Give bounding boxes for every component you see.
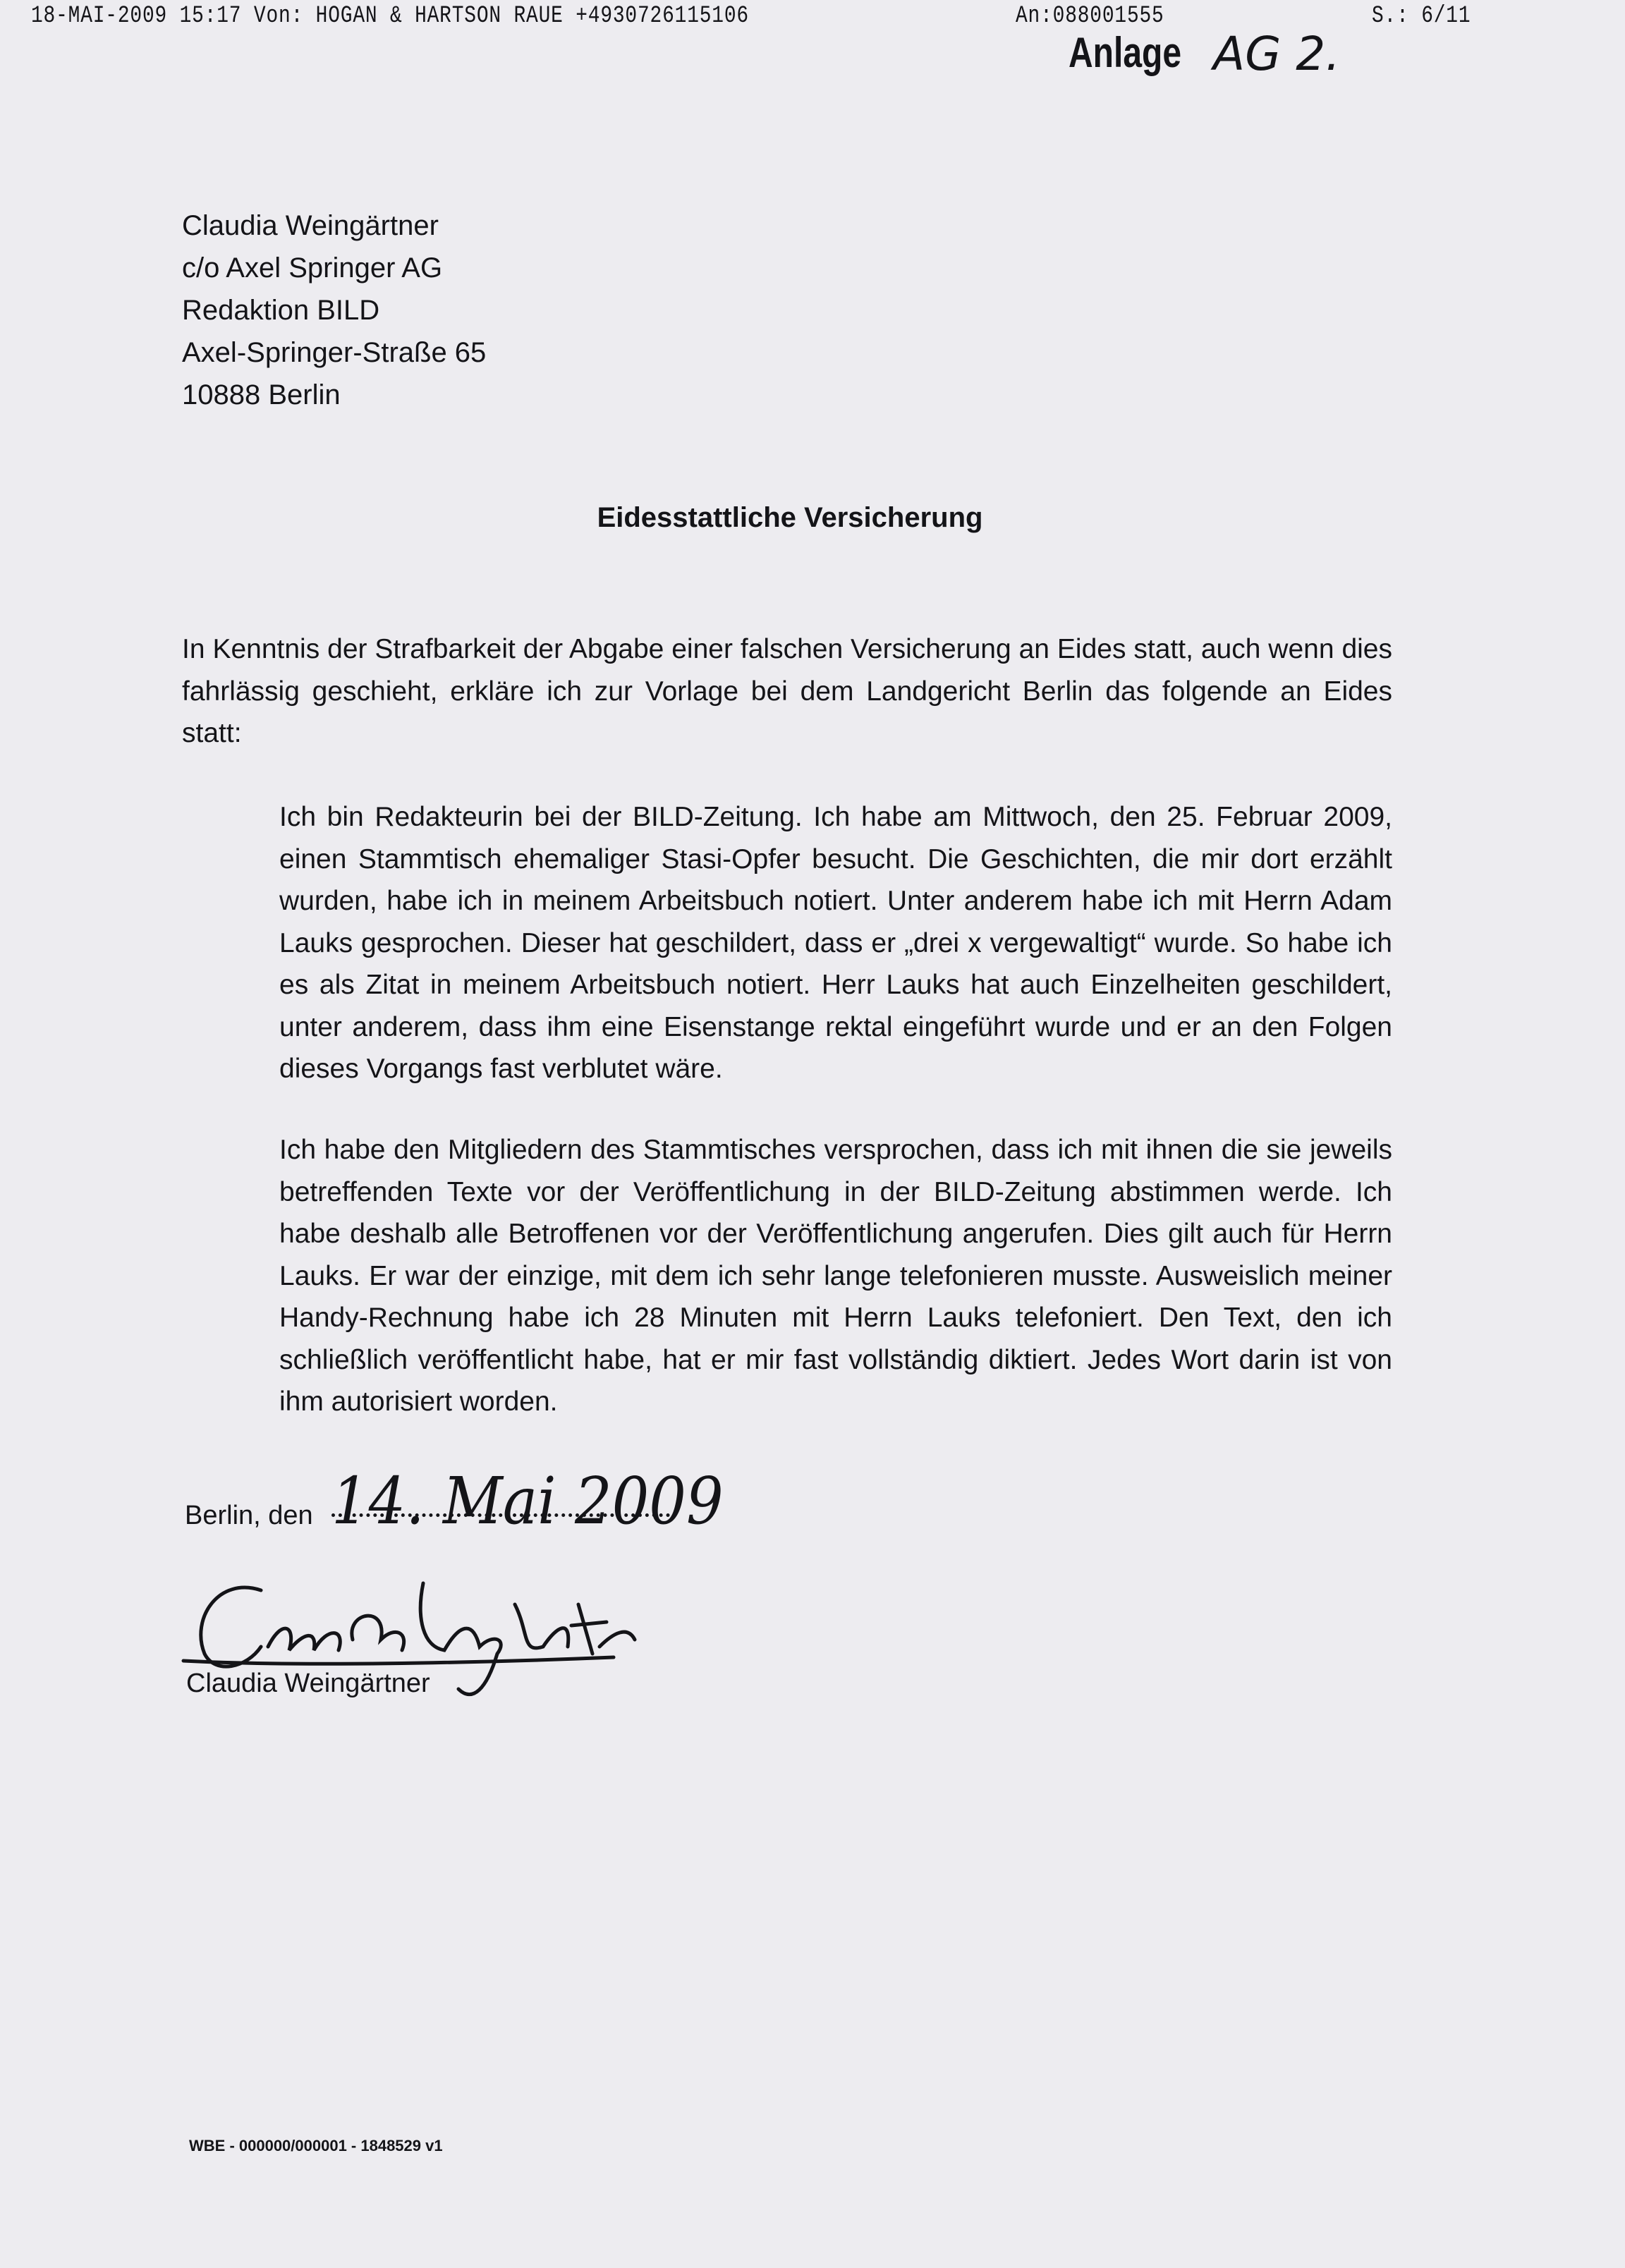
document-footer-id: WBE - 000000/000001 - 1848529 v1 [189, 2137, 443, 2154]
fax-header-sender: 18-MAI-2009 15:17 Von: HOGAN & HARTSON RAUE +4930726115106 [31, 3, 749, 30]
sender-address [182, 205, 486, 416]
annex-handwritten-number: AG 2. [1213, 27, 1341, 81]
fax-header-page: S.: 6/11 [1372, 3, 1471, 30]
place-label: Berlin, den [185, 1501, 313, 1530]
address-line: 10888 Berlin [182, 379, 341, 410]
handwritten-date: 14. Mai 2009 [331, 1463, 724, 1539]
address-line: Axel-Springer-Straße 65 [182, 337, 487, 368]
statement-paragraph: Ich bin Redakteurin bei der BILD-Zeitung. Ich habe am Mittwoch, den 25. Februar 2009, einen Stammtisch ehemaliger Stasi-Opfer besucht. Die Geschichten, die mir dort erzählt wurden, habe ich in meinem Arbeitsbuch notiert. Unter anderem habe ich mit Herrn Adam Lauks gesprochen. Dieser hat geschildert, dass er „drei x vergewaltigt“ wurde. So habe ich es als Zitat in meinem Arbeitsbuch notiert. Herr Lauks hat auch Einzelheiten geschildert, unter anderem, dass ihm eine Eisenstange rektal eingeführt wurde und er an den Folgen dieses Vorgangs fast verblutet wäre. [279, 802, 1392, 1084]
address-line: c/o Axel Springer AG [182, 252, 443, 284]
annex-stamp: Anlage [1069, 29, 1182, 76]
fax-header-recipient: An:088001555 [1016, 3, 1164, 30]
address-line: Redaktion BILD [182, 295, 380, 326]
document-title: Eidesstattliche Versicherung [597, 502, 983, 533]
statement-paragraph: Ich habe den Mitgliedern des Stammtisches versprochen, dass ich mit ihnen die sie jeweils betreffenden Texte vor der Veröffentlichung in der BILD-Zeitung abstimmen werde. Ich habe deshalb alle Betroffenen vor der Veröffentlichung angerufen. Dies gilt auch für Herrn Lauks. Er war der einzige, mit dem ich sehr lange telefonieren musste. Ausweislich meiner Handy-Rechnung habe ich 28 Minuten mit Herrn Lauks telefoniert. Den Text, den ich schließlich veröffentlicht habe, hat er mir fast vollständig diktiert. Jedes Wort darin ist von ihm autorisiert worden. [279, 1135, 1392, 1417]
intro-paragraph: In Kenntnis der Strafbarkeit der Abgabe einer falschen Versicherung an Eides statt, auch wenn dies fahrlässig geschieht, erkläre ich zur Vorlage bei dem Landgericht Berlin das folgende an Eides statt: [182, 634, 1392, 748]
address-line: Claudia Weingärtner [182, 210, 439, 241]
signatory-name: Claudia Weingärtner [186, 1669, 430, 1698]
